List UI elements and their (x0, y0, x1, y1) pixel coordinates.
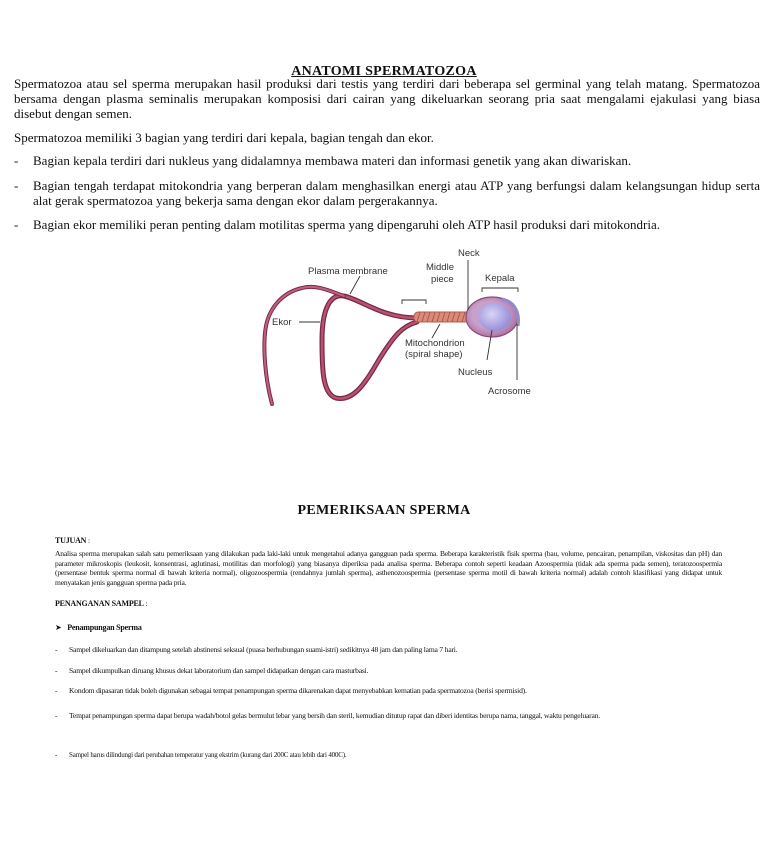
item-dash: - (55, 645, 58, 654)
label-middle-piece-2: piece (431, 274, 454, 285)
item-text: Kondom dipasaran tidak boleh digunakan sebagai tempat penampungan sperma dikarenakan dapat menyebabkan kematian pada spermatozoa (berisi spermisid). (69, 686, 527, 695)
item-dash: - (55, 711, 58, 720)
label-ekor: Ekor (272, 317, 292, 328)
penanganan-label: PENANGANAN SAMPEL (55, 599, 144, 608)
subheading-penampungan (55, 623, 722, 633)
tujuan-label: TUJUAN (55, 536, 87, 545)
tujuan-paragraph: Analisa sperma merupakan salah satu pemeriksaan yang dilakukan pada laki-laki untuk mengetahui adanya gangguan pada sperma. Beberapa karakteristik fisik sperma (bau, volume, pencairan, penampilan, viskositas dan pH) dan parameter mikroskopis (leukosit, konsentrasi, aglutinasi, motilitas dan morfologi) yang biasanya diperiksa pada analisa sperma. Beberapa contoh seperti keadaan Azoospermia (tidak ada sperma pada semen), teratozoospermia (persentase bentuk sperma normal di bawah kriteria normal), oligozoospermia (rendahnya jumlah sperma), asthenozoospermia (persentase sperma motil di bawah kriteria normal) adalah contoh klasifikasi yang didapat untuk menyatakan jenis gangguan sperma pada pria. (55, 549, 722, 587)
bullet-dash: - (14, 178, 19, 193)
nucleus-shape (479, 303, 511, 331)
bullet-text: Bagian kepala terdiri dari nukleus yang didalamnya membawa materi dan informasi genetik yang akan diwariskan. (33, 153, 632, 168)
arrow-bullet-icon: ➤ (55, 623, 62, 632)
bullet-text: Bagian ekor memiliki peran penting dalam motilitas sperma yang dipengaruhi oleh ATP hasil produksi dari mitokondria. (33, 217, 661, 232)
sperm-anatomy-figure (262, 244, 537, 414)
label-neck: Neck (458, 248, 480, 259)
section-title-pemeriksaan: PEMERIKSAAN SPERMA (297, 503, 471, 518)
label-kepala: Kepala (485, 273, 515, 284)
lead-paragraph: Spermatozoa memiliki 3 bagian yang terdiri dari kepala, bagian tengah dan ekor. (14, 130, 434, 145)
sperm-tail (322, 296, 417, 399)
item-text: Sampel dikeluarkan dan ditampung setelah abstinensi seksual (puasa berhubungan suami-istri) sedikitnya 48 jam dan paling lama 7 hari. (69, 645, 458, 654)
list-item (55, 750, 722, 761)
label-mitochondrion-2: (spiral shape) (405, 349, 463, 360)
list-item (55, 685, 722, 696)
item-dash: - (55, 686, 58, 695)
bullet-dash: - (14, 153, 19, 168)
label-plasma-membrane: Plasma membrane (308, 266, 388, 277)
bullet-tengah (14, 178, 760, 208)
item-dash: - (55, 666, 58, 675)
tujuan-heading (55, 536, 722, 546)
penanganan-colon: : (143, 599, 148, 608)
sperm-diagram (262, 244, 537, 414)
item-dash: - (55, 751, 58, 759)
bullet-text: Bagian tengah terdapat mitokondria yang berperan dalam menghasilkan energi atau ATP yang berfungsi dalam kelangsungan hidup serta alat gerak spermatozoa yang bekerja sama dengan ekor dalam pergerakannya. (33, 178, 760, 208)
bullet-dash: - (14, 217, 19, 232)
intro-paragraph: Spermatozoa atau sel sperma merupakan hasil produksi dari testis yang terdiri dari beberapa sel germinal yang telah matang. Spermatozoa bersama dengan plasma seminalis merupakan komposisi dari cairan yang dikeluarkan seorang pria saat mengalami ejakulasi yang biasa disebut dengan semen. (14, 76, 760, 121)
label-nucleus: Nucleus (458, 367, 493, 378)
label-middle-piece: Middle (426, 262, 454, 273)
item-text: Sampel dikumpulkan diruang khusus dekat laboratorium dan sampel didapatkan dengan cara masturbasi. (69, 666, 369, 675)
subheading-text: Penampungan Sperma (67, 623, 142, 632)
item-text: Tempat penampungan sperma dapat berupa wadah/botol gelas bermulut lebar yang bersih dan steril, kemudian ditutup rapat dan diberi identitas berupa nama, tanggal, waktu pengeluaran. (69, 711, 600, 720)
page-title: ANATOMI SPERMATOZOA (291, 64, 477, 79)
penanganan-heading (55, 599, 722, 609)
list-item (55, 644, 722, 655)
list-item (55, 710, 722, 721)
tujuan-colon: : (86, 536, 90, 545)
list-item (55, 665, 722, 676)
label-mitochondrion: Mitochondrion (405, 338, 465, 349)
bullet-kepala (14, 153, 760, 168)
bullet-ekor (14, 217, 760, 232)
label-acrosome: Acrosome (488, 386, 531, 397)
item-text: Sampel harus dilindungi dari perubahan temperatur yang ekstrim (kurang dari 200C atau lebih dari 400C). (69, 751, 347, 759)
